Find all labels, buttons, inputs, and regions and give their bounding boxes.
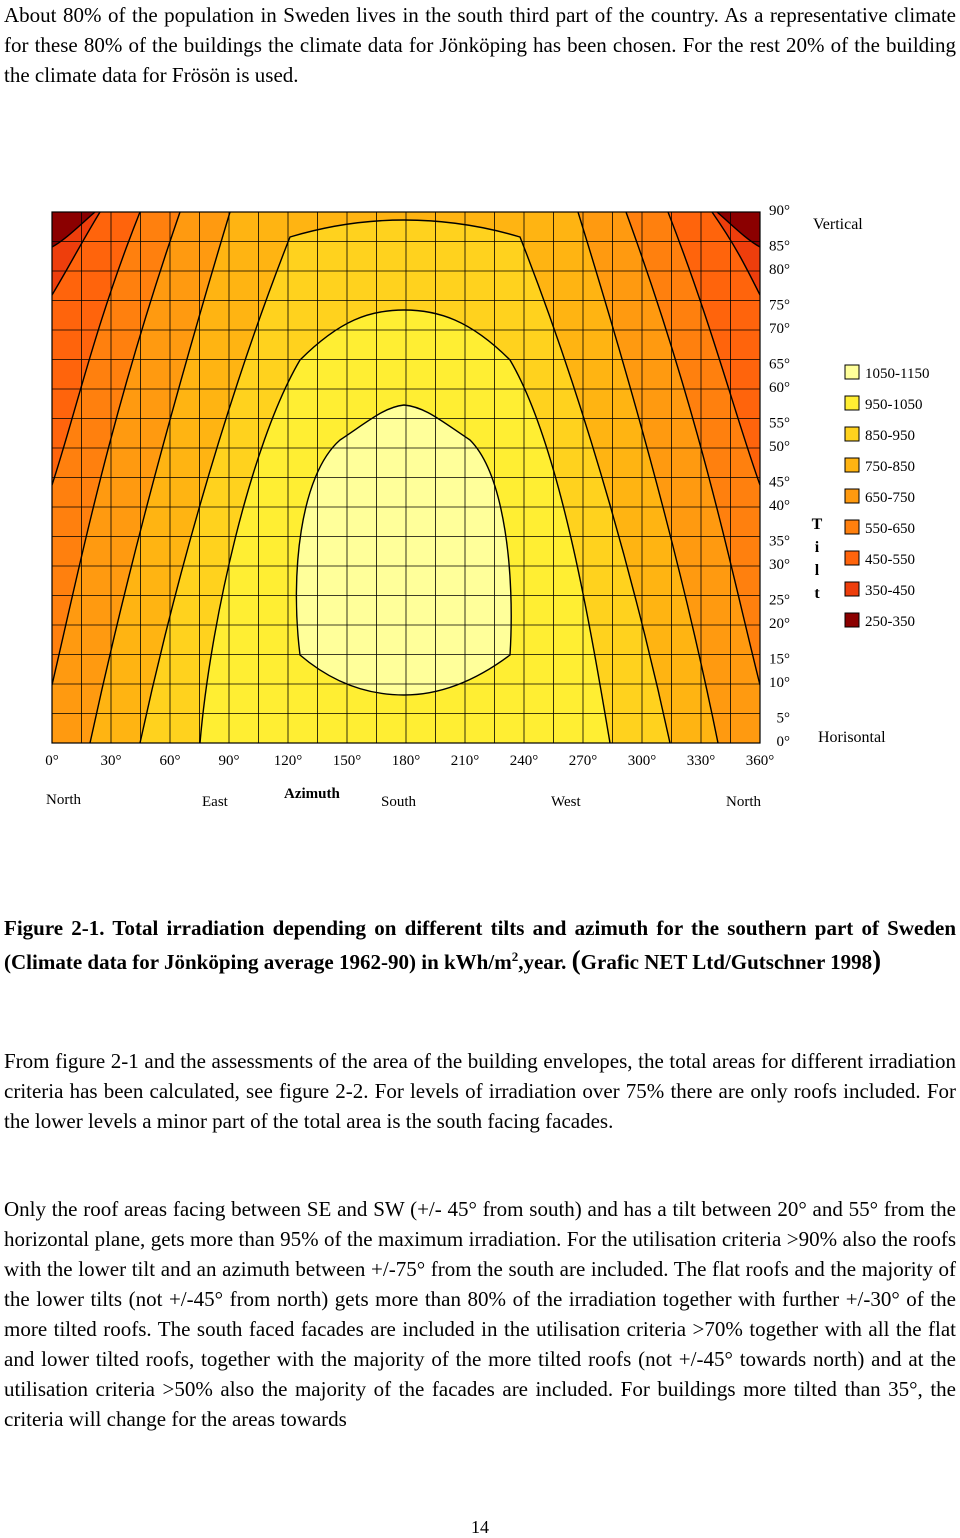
x-tick-label: 60° xyxy=(159,753,181,769)
body1-text: From figure 2-1 and the assessments of the area of the building envelopes, the total areas for different irradiation criteria has been calculated, see figure 2-2. For levels of irradiation over 75% there are only roofs included. For the lower levels a minor part of the total area is the south facing facades. xyxy=(4,1049,956,1133)
x-tick-label: 330° xyxy=(686,753,716,769)
caption-paren-close: ) xyxy=(872,945,882,975)
caption-source: Grafic NET Ltd/Gutschner 1998 xyxy=(580,950,873,974)
y-axis-label xyxy=(812,516,823,602)
legend-swatch xyxy=(845,613,859,627)
x-tick-label: 120° xyxy=(273,753,303,769)
direction-north-left: North xyxy=(46,792,81,808)
vertical-label: Vertical xyxy=(813,216,863,233)
direction-west: West xyxy=(551,794,581,810)
x-tick-label: 300° xyxy=(627,753,657,769)
y-tick-label: 60° xyxy=(769,380,790,396)
figure-caption xyxy=(4,912,956,978)
legend-swatch xyxy=(845,427,859,441)
x-tick-label: 150° xyxy=(332,753,362,769)
x-axis-label: Azimuth xyxy=(284,786,340,802)
y-tick-label: 40° xyxy=(769,498,790,514)
legend-swatch xyxy=(845,396,859,410)
x-tick-label: 360° xyxy=(745,753,775,769)
y-tick-label: 30° xyxy=(769,557,790,573)
legend-label: 750-850 xyxy=(865,459,915,475)
legend-label: 350-450 xyxy=(865,583,915,599)
direction-south: South xyxy=(381,794,417,810)
body2-text: Only the roof areas facing between SE and SW (+/- 45° from south) and has a tilt between 20° and 55° from the horizontal plane, gets more than 95% of the maximum irradiation. For the utilisation criteria >90% also the roofs with the lower tilt and an azimuth between +/-75° from the south are included. The flat roofs and the majority of the lower tilts (not +/-45° from north) gets more than 80% of the irradiation together with further +/-30° of the more tilted roofs. The south faced facades are included in the utilisation criteria >70% together with all the flat and lower tilted roofs, together with the majority of the more tilted roofs (not +/-45° towards north) and at the utilisation criteria >50% also the majority of the facades are included. For buildings more tilted than 35°, the criteria will change for the areas towards xyxy=(4,1197,956,1431)
y-tick-label: 55° xyxy=(769,415,790,432)
intro-text: About 80% of the population in Sweden lives in the south third part of the country. As a representative climate for these 80% of the buildings the climate data for Jönköping has been chosen. For the rest 20% of the building the climate data for Frösön is used. xyxy=(4,3,956,87)
x-tick-labels xyxy=(45,753,774,769)
legend-label: 850-950 xyxy=(865,428,915,444)
y-tick-label: 90° xyxy=(769,203,790,219)
y-tick-label: 15° xyxy=(769,651,790,668)
y-tick-label: 85° xyxy=(769,238,790,255)
legend-swatch xyxy=(845,458,859,472)
y-tick-label: 5° xyxy=(776,710,790,727)
direction-north-right: North xyxy=(726,794,761,810)
caption-paren-open: ( xyxy=(571,945,581,975)
legend-label: 250-350 xyxy=(865,614,915,630)
body-paragraph-2 xyxy=(4,1194,956,1434)
legend-label: 950-1050 xyxy=(865,397,923,413)
x-tick-label: 210° xyxy=(450,753,480,769)
y-tick-label: 70° xyxy=(769,321,790,337)
y-tick-label: 10° xyxy=(769,675,790,691)
y-tick-label: 65° xyxy=(769,356,790,373)
x-tick-label: 240° xyxy=(509,753,539,769)
legend-label: 1050-1150 xyxy=(865,366,930,382)
direction-labels xyxy=(46,792,761,810)
y-tick-label: 0° xyxy=(776,734,790,750)
x-tick-label: 180° xyxy=(391,753,421,769)
irradiation-chart xyxy=(0,185,960,825)
y-tick-label: 50° xyxy=(769,439,790,455)
y-axis-label-letter: t xyxy=(814,585,820,602)
plot-area xyxy=(52,212,760,743)
page-number: 14 xyxy=(471,1517,489,1537)
y-axis-label-letter: i xyxy=(814,539,820,556)
y-axis-label-letter: l xyxy=(814,562,820,579)
x-tick-label: 30° xyxy=(100,753,122,769)
y-tick-label: 75° xyxy=(769,297,790,314)
y-tick-label: 45° xyxy=(769,474,790,491)
body-paragraph-1 xyxy=(4,1046,956,1136)
legend-swatch xyxy=(845,365,859,379)
legend-swatch xyxy=(845,582,859,596)
y-tick-label: 80° xyxy=(769,262,790,278)
legend xyxy=(845,365,929,630)
legend-swatch xyxy=(845,489,859,503)
x-tick-label: 90° xyxy=(218,753,240,769)
legend-label: 650-750 xyxy=(865,490,915,506)
legend-swatch xyxy=(845,520,859,534)
intro-paragraph xyxy=(4,0,956,90)
horisontal-label: Horisontal xyxy=(818,729,886,746)
legend-label: 550-650 xyxy=(865,521,915,537)
y-axis-label-letter: T xyxy=(811,516,823,533)
y-tick-label: 35° xyxy=(769,533,790,550)
caption-text: Figure 2-1. Total irradiation depending on different tilts and azimuth for the southern part of Sweden (Climate data for Jönköping average 1962-90) in kWh/m xyxy=(4,916,956,974)
caption-sup: 2 xyxy=(511,949,519,964)
y-tick-labels xyxy=(769,203,790,750)
legend-label: 450-550 xyxy=(865,552,915,568)
x-tick-label: 0° xyxy=(45,753,59,769)
legend-swatch xyxy=(845,551,859,565)
caption-tail: ,year. xyxy=(518,950,572,974)
y-tick-label: 25° xyxy=(769,592,790,609)
x-tick-label: 270° xyxy=(568,753,598,769)
y-tick-label: 20° xyxy=(769,616,790,632)
direction-east: East xyxy=(202,794,228,810)
